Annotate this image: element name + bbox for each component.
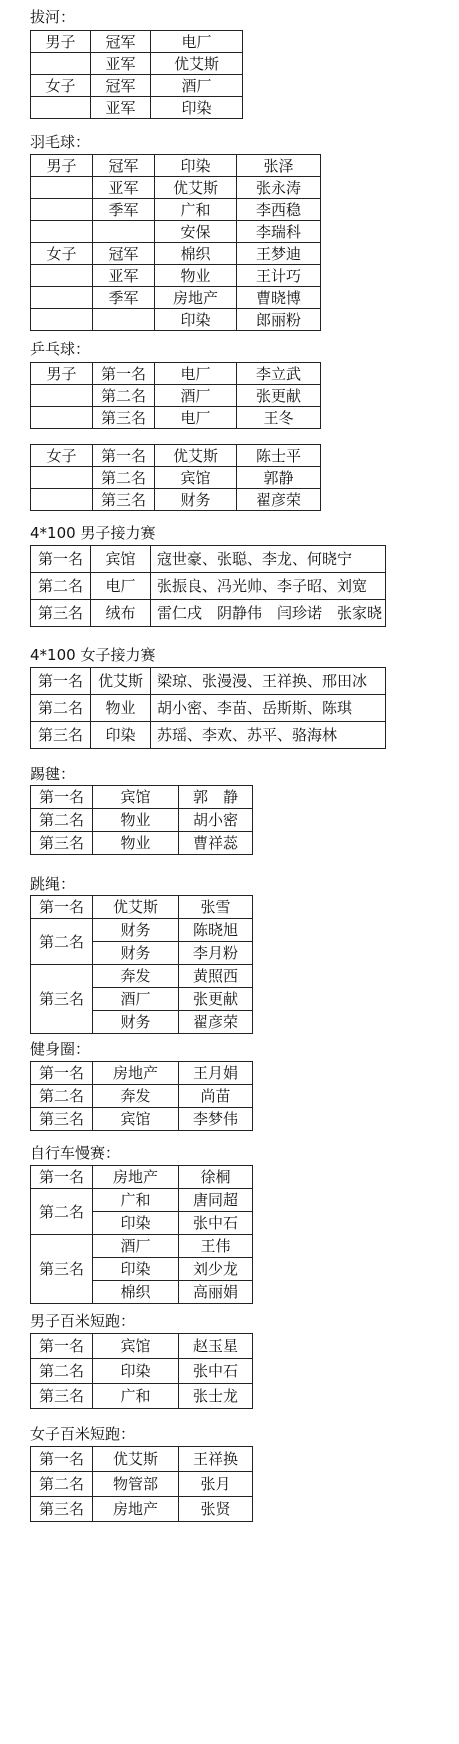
section-heading-table-tennis: 乒乓球： bbox=[30, 340, 91, 358]
table-cell bbox=[31, 385, 93, 407]
table-cell: 男子 bbox=[31, 31, 91, 53]
table-row bbox=[31, 243, 321, 265]
table-cell: 男子 bbox=[31, 155, 93, 177]
table-cell: 物业 bbox=[91, 695, 151, 722]
table-cell: 物业 bbox=[93, 832, 179, 855]
section-heading-badminton: 羽毛球： bbox=[30, 133, 91, 151]
table-row bbox=[31, 573, 386, 600]
table-row bbox=[31, 919, 253, 942]
table-cell: 李梦伟 bbox=[179, 1108, 253, 1131]
table-row bbox=[31, 407, 321, 429]
table-tennis-women-table bbox=[30, 444, 321, 511]
table-cell: 第三名 bbox=[31, 1384, 93, 1409]
table-cell: 徐桐 bbox=[179, 1166, 253, 1189]
tug-of-war-table bbox=[30, 30, 243, 119]
rank-cell: 第二名 bbox=[31, 919, 93, 965]
table-cell: 优艾斯 bbox=[91, 668, 151, 695]
table-row bbox=[31, 467, 321, 489]
table-cell: 酒厂 bbox=[93, 988, 179, 1011]
table-cell bbox=[31, 53, 91, 75]
table-cell: 张更献 bbox=[179, 988, 253, 1011]
table-cell: 冠军 bbox=[93, 155, 155, 177]
table-cell bbox=[31, 467, 93, 489]
table-cell bbox=[93, 221, 155, 243]
table-cell: 冠军 bbox=[93, 243, 155, 265]
table-cell: 第一名 bbox=[31, 1334, 93, 1359]
table-row bbox=[31, 445, 321, 467]
table-cell bbox=[31, 177, 93, 199]
table-cell: 第三名 bbox=[31, 600, 91, 627]
table-cell: 张泽 bbox=[237, 155, 321, 177]
table-cell: 第三名 bbox=[31, 1108, 93, 1131]
table-cell: 第一名 bbox=[93, 363, 155, 385]
table-cell: 物管部 bbox=[93, 1472, 179, 1497]
table-cell: 胡小密、李苗、岳斯斯、陈琪 bbox=[151, 695, 386, 722]
rank-cell: 第三名 bbox=[31, 1235, 93, 1304]
table-cell: 王祥换 bbox=[179, 1447, 253, 1472]
table-cell: 翟彦荣 bbox=[179, 1011, 253, 1034]
table-cell: 第三名 bbox=[31, 1497, 93, 1522]
table-cell: 电厂 bbox=[151, 31, 243, 53]
table-cell: 绒布 bbox=[91, 600, 151, 627]
table-cell: 第三名 bbox=[93, 407, 155, 429]
table-cell: 宾馆 bbox=[155, 467, 237, 489]
rank-cell: 第三名 bbox=[31, 965, 93, 1034]
table-row bbox=[31, 695, 386, 722]
table-cell: 优艾斯 bbox=[155, 177, 237, 199]
table-cell: 张雪 bbox=[179, 896, 253, 919]
table-cell: 男子 bbox=[31, 363, 93, 385]
table-cell: 优艾斯 bbox=[155, 445, 237, 467]
section-heading-jump-rope: 跳绳： bbox=[30, 875, 76, 893]
rank-cell: 第一名 bbox=[31, 1166, 93, 1189]
table-cell: 张中石 bbox=[179, 1212, 253, 1235]
table-cell: 优艾斯 bbox=[93, 896, 179, 919]
table-cell: 酒厂 bbox=[151, 75, 243, 97]
table-cell: 奔发 bbox=[93, 1085, 179, 1108]
table-row bbox=[31, 287, 321, 309]
table-row bbox=[31, 177, 321, 199]
table-cell: 第一名 bbox=[31, 546, 91, 573]
table-row bbox=[31, 97, 243, 119]
table-cell bbox=[31, 407, 93, 429]
table-tennis-men-table bbox=[30, 362, 321, 429]
table-cell: 翟彦荣 bbox=[237, 489, 321, 511]
table-cell: 印染 bbox=[91, 722, 151, 749]
table-cell: 张贤 bbox=[179, 1497, 253, 1522]
table-row bbox=[31, 309, 321, 331]
table-cell: 第二名 bbox=[31, 809, 93, 832]
section-heading-women-100m: 女子百米短跑： bbox=[30, 1425, 136, 1443]
women-relay-table bbox=[30, 667, 386, 749]
table-cell: 第三名 bbox=[93, 489, 155, 511]
table-cell: 第三名 bbox=[31, 832, 93, 855]
table-cell: 黄照西 bbox=[179, 965, 253, 988]
table-cell: 王计巧 bbox=[237, 265, 321, 287]
table-row bbox=[31, 809, 253, 832]
table-cell bbox=[93, 309, 155, 331]
table-cell: 陈晓旭 bbox=[179, 919, 253, 942]
table-cell: 赵玉星 bbox=[179, 1334, 253, 1359]
table-cell: 王冬 bbox=[237, 407, 321, 429]
table-row bbox=[31, 363, 321, 385]
table-cell: 张更献 bbox=[237, 385, 321, 407]
table-cell: 苏瑶、李欢、苏平、骆海林 bbox=[151, 722, 386, 749]
badminton-table bbox=[30, 154, 321, 331]
table-cell: 印染 bbox=[93, 1258, 179, 1281]
table-row bbox=[31, 221, 321, 243]
table-cell: 棉织 bbox=[155, 243, 237, 265]
table-row bbox=[31, 832, 253, 855]
table-cell: 亚军 bbox=[91, 97, 151, 119]
table-cell: 郎丽粉 bbox=[237, 309, 321, 331]
rank-cell: 第二名 bbox=[31, 1189, 93, 1235]
table-cell: 郭静 bbox=[237, 467, 321, 489]
table-row bbox=[31, 385, 321, 407]
table-cell bbox=[31, 199, 93, 221]
section-heading-tug-of-war: 拔河： bbox=[30, 8, 76, 26]
table-row bbox=[31, 1359, 253, 1384]
table-cell: 李月粉 bbox=[179, 942, 253, 965]
table-cell: 李西稳 bbox=[237, 199, 321, 221]
slow-bike-table bbox=[30, 1165, 253, 1304]
fitness-hoop-table bbox=[30, 1061, 253, 1131]
table-cell bbox=[31, 97, 91, 119]
table-row bbox=[31, 53, 243, 75]
section-heading-fitness-hoop: 健身圈： bbox=[30, 1040, 91, 1058]
table-cell: 李瑞科 bbox=[237, 221, 321, 243]
table-cell: 寇世豪、张聪、李龙、何晓宁 bbox=[151, 546, 386, 573]
table-cell: 印染 bbox=[93, 1212, 179, 1235]
table-cell bbox=[31, 221, 93, 243]
table-cell bbox=[31, 287, 93, 309]
table-row bbox=[31, 1189, 253, 1212]
table-cell bbox=[31, 489, 93, 511]
table-cell: 郭 静 bbox=[179, 786, 253, 809]
table-cell: 优艾斯 bbox=[93, 1447, 179, 1472]
table-cell: 广和 bbox=[93, 1384, 179, 1409]
table-row bbox=[31, 199, 321, 221]
table-row bbox=[31, 1085, 253, 1108]
jump-rope-table bbox=[30, 895, 253, 1034]
table-cell: 第二名 bbox=[31, 695, 91, 722]
table-cell: 尚苗 bbox=[179, 1085, 253, 1108]
table-cell: 宾馆 bbox=[91, 546, 151, 573]
section-heading-men-relay: 4*100 男子接力赛 bbox=[30, 524, 156, 542]
shuttlecock-table bbox=[30, 785, 253, 855]
table-cell: 第二名 bbox=[93, 385, 155, 407]
table-row bbox=[31, 896, 253, 919]
table-cell: 电厂 bbox=[155, 407, 237, 429]
table-cell: 曹祥蕊 bbox=[179, 832, 253, 855]
table-cell: 印染 bbox=[151, 97, 243, 119]
table-row bbox=[31, 965, 253, 988]
table-cell: 物业 bbox=[93, 809, 179, 832]
table-cell: 梁琼、张漫漫、王祥换、邢田冰 bbox=[151, 668, 386, 695]
table-cell: 女子 bbox=[31, 243, 93, 265]
table-cell: 唐同超 bbox=[179, 1189, 253, 1212]
table-cell: 第二名 bbox=[31, 1472, 93, 1497]
table-cell: 张月 bbox=[179, 1472, 253, 1497]
table-cell: 财务 bbox=[155, 489, 237, 511]
table-cell: 财务 bbox=[93, 1011, 179, 1034]
table-cell: 冠军 bbox=[91, 75, 151, 97]
section-heading-shuttlecock: 踢毽： bbox=[30, 765, 76, 783]
table-row bbox=[31, 1472, 253, 1497]
table-cell: 张永涛 bbox=[237, 177, 321, 199]
table-row bbox=[31, 1235, 253, 1258]
table-cell: 物业 bbox=[155, 265, 237, 287]
table-row bbox=[31, 1166, 253, 1189]
table-cell: 曹晓博 bbox=[237, 287, 321, 309]
table-cell: 冠军 bbox=[91, 31, 151, 53]
table-row bbox=[31, 265, 321, 287]
table-cell bbox=[31, 265, 93, 287]
table-row bbox=[31, 1384, 253, 1409]
table-row bbox=[31, 75, 243, 97]
table-row bbox=[31, 1108, 253, 1131]
table-cell: 李立武 bbox=[237, 363, 321, 385]
table-cell: 季军 bbox=[93, 199, 155, 221]
table-cell: 王伟 bbox=[179, 1235, 253, 1258]
table-cell: 印染 bbox=[155, 309, 237, 331]
table-cell: 广和 bbox=[93, 1189, 179, 1212]
table-cell: 印染 bbox=[93, 1359, 179, 1384]
table-row bbox=[31, 1447, 253, 1472]
table-cell: 宾馆 bbox=[93, 1108, 179, 1131]
table-cell: 房地产 bbox=[93, 1062, 179, 1085]
table-cell: 胡小密 bbox=[179, 809, 253, 832]
table-cell: 第二名 bbox=[93, 467, 155, 489]
table-cell: 财务 bbox=[93, 942, 179, 965]
table-cell: 酒厂 bbox=[155, 385, 237, 407]
table-row bbox=[31, 1334, 253, 1359]
table-cell bbox=[31, 309, 93, 331]
table-cell: 棉织 bbox=[93, 1281, 179, 1304]
table-cell: 第一名 bbox=[31, 1062, 93, 1085]
table-cell: 张中石 bbox=[179, 1359, 253, 1384]
section-heading-women-relay: 4*100 女子接力赛 bbox=[30, 646, 156, 664]
table-row bbox=[31, 1062, 253, 1085]
table-cell: 女子 bbox=[31, 75, 91, 97]
table-cell: 亚军 bbox=[91, 53, 151, 75]
table-cell: 亚军 bbox=[93, 265, 155, 287]
table-cell: 优艾斯 bbox=[151, 53, 243, 75]
table-cell: 高丽娟 bbox=[179, 1281, 253, 1304]
table-cell: 王月娟 bbox=[179, 1062, 253, 1085]
table-cell: 酒厂 bbox=[93, 1235, 179, 1258]
table-cell: 女子 bbox=[31, 445, 93, 467]
table-cell: 电厂 bbox=[91, 573, 151, 600]
table-cell: 广和 bbox=[155, 199, 237, 221]
table-cell: 房地产 bbox=[93, 1166, 179, 1189]
table-cell: 第一名 bbox=[31, 668, 91, 695]
section-heading-men-100m: 男子百米短跑： bbox=[30, 1312, 136, 1330]
table-row bbox=[31, 786, 253, 809]
table-cell: 王梦迪 bbox=[237, 243, 321, 265]
men-relay-table bbox=[30, 545, 386, 627]
table-cell: 亚军 bbox=[93, 177, 155, 199]
table-cell: 陈士平 bbox=[237, 445, 321, 467]
table-cell: 张士龙 bbox=[179, 1384, 253, 1409]
table-cell: 印染 bbox=[155, 155, 237, 177]
table-cell: 第二名 bbox=[31, 573, 91, 600]
table-cell: 房地产 bbox=[93, 1497, 179, 1522]
table-cell: 第二名 bbox=[31, 1359, 93, 1384]
table-cell: 房地产 bbox=[155, 287, 237, 309]
rank-cell: 第一名 bbox=[31, 896, 93, 919]
table-row bbox=[31, 668, 386, 695]
table-cell: 财务 bbox=[93, 919, 179, 942]
table-cell: 奔发 bbox=[93, 965, 179, 988]
table-row bbox=[31, 546, 386, 573]
table-row bbox=[31, 1497, 253, 1522]
table-cell: 电厂 bbox=[155, 363, 237, 385]
table-cell: 第一名 bbox=[31, 1447, 93, 1472]
table-cell: 宾馆 bbox=[93, 1334, 179, 1359]
table-row bbox=[31, 722, 386, 749]
table-row bbox=[31, 155, 321, 177]
table-cell: 刘少龙 bbox=[179, 1258, 253, 1281]
table-cell: 季军 bbox=[93, 287, 155, 309]
table-cell: 第二名 bbox=[31, 1085, 93, 1108]
table-cell: 第一名 bbox=[31, 786, 93, 809]
table-cell: 宾馆 bbox=[93, 786, 179, 809]
table-row bbox=[31, 31, 243, 53]
table-cell: 第三名 bbox=[31, 722, 91, 749]
section-heading-slow-bike: 自行车慢赛： bbox=[30, 1144, 121, 1162]
table-cell: 第一名 bbox=[93, 445, 155, 467]
table-cell: 雷仁戌 阴静伟 闫珍诺 张家晓 bbox=[151, 600, 386, 627]
table-row bbox=[31, 489, 321, 511]
men-100m-table bbox=[30, 1333, 253, 1409]
table-row bbox=[31, 600, 386, 627]
women-100m-table bbox=[30, 1446, 253, 1522]
table-cell: 张振良、冯光帅、李子昭、刘宽 bbox=[151, 573, 386, 600]
table-cell: 安保 bbox=[155, 221, 237, 243]
